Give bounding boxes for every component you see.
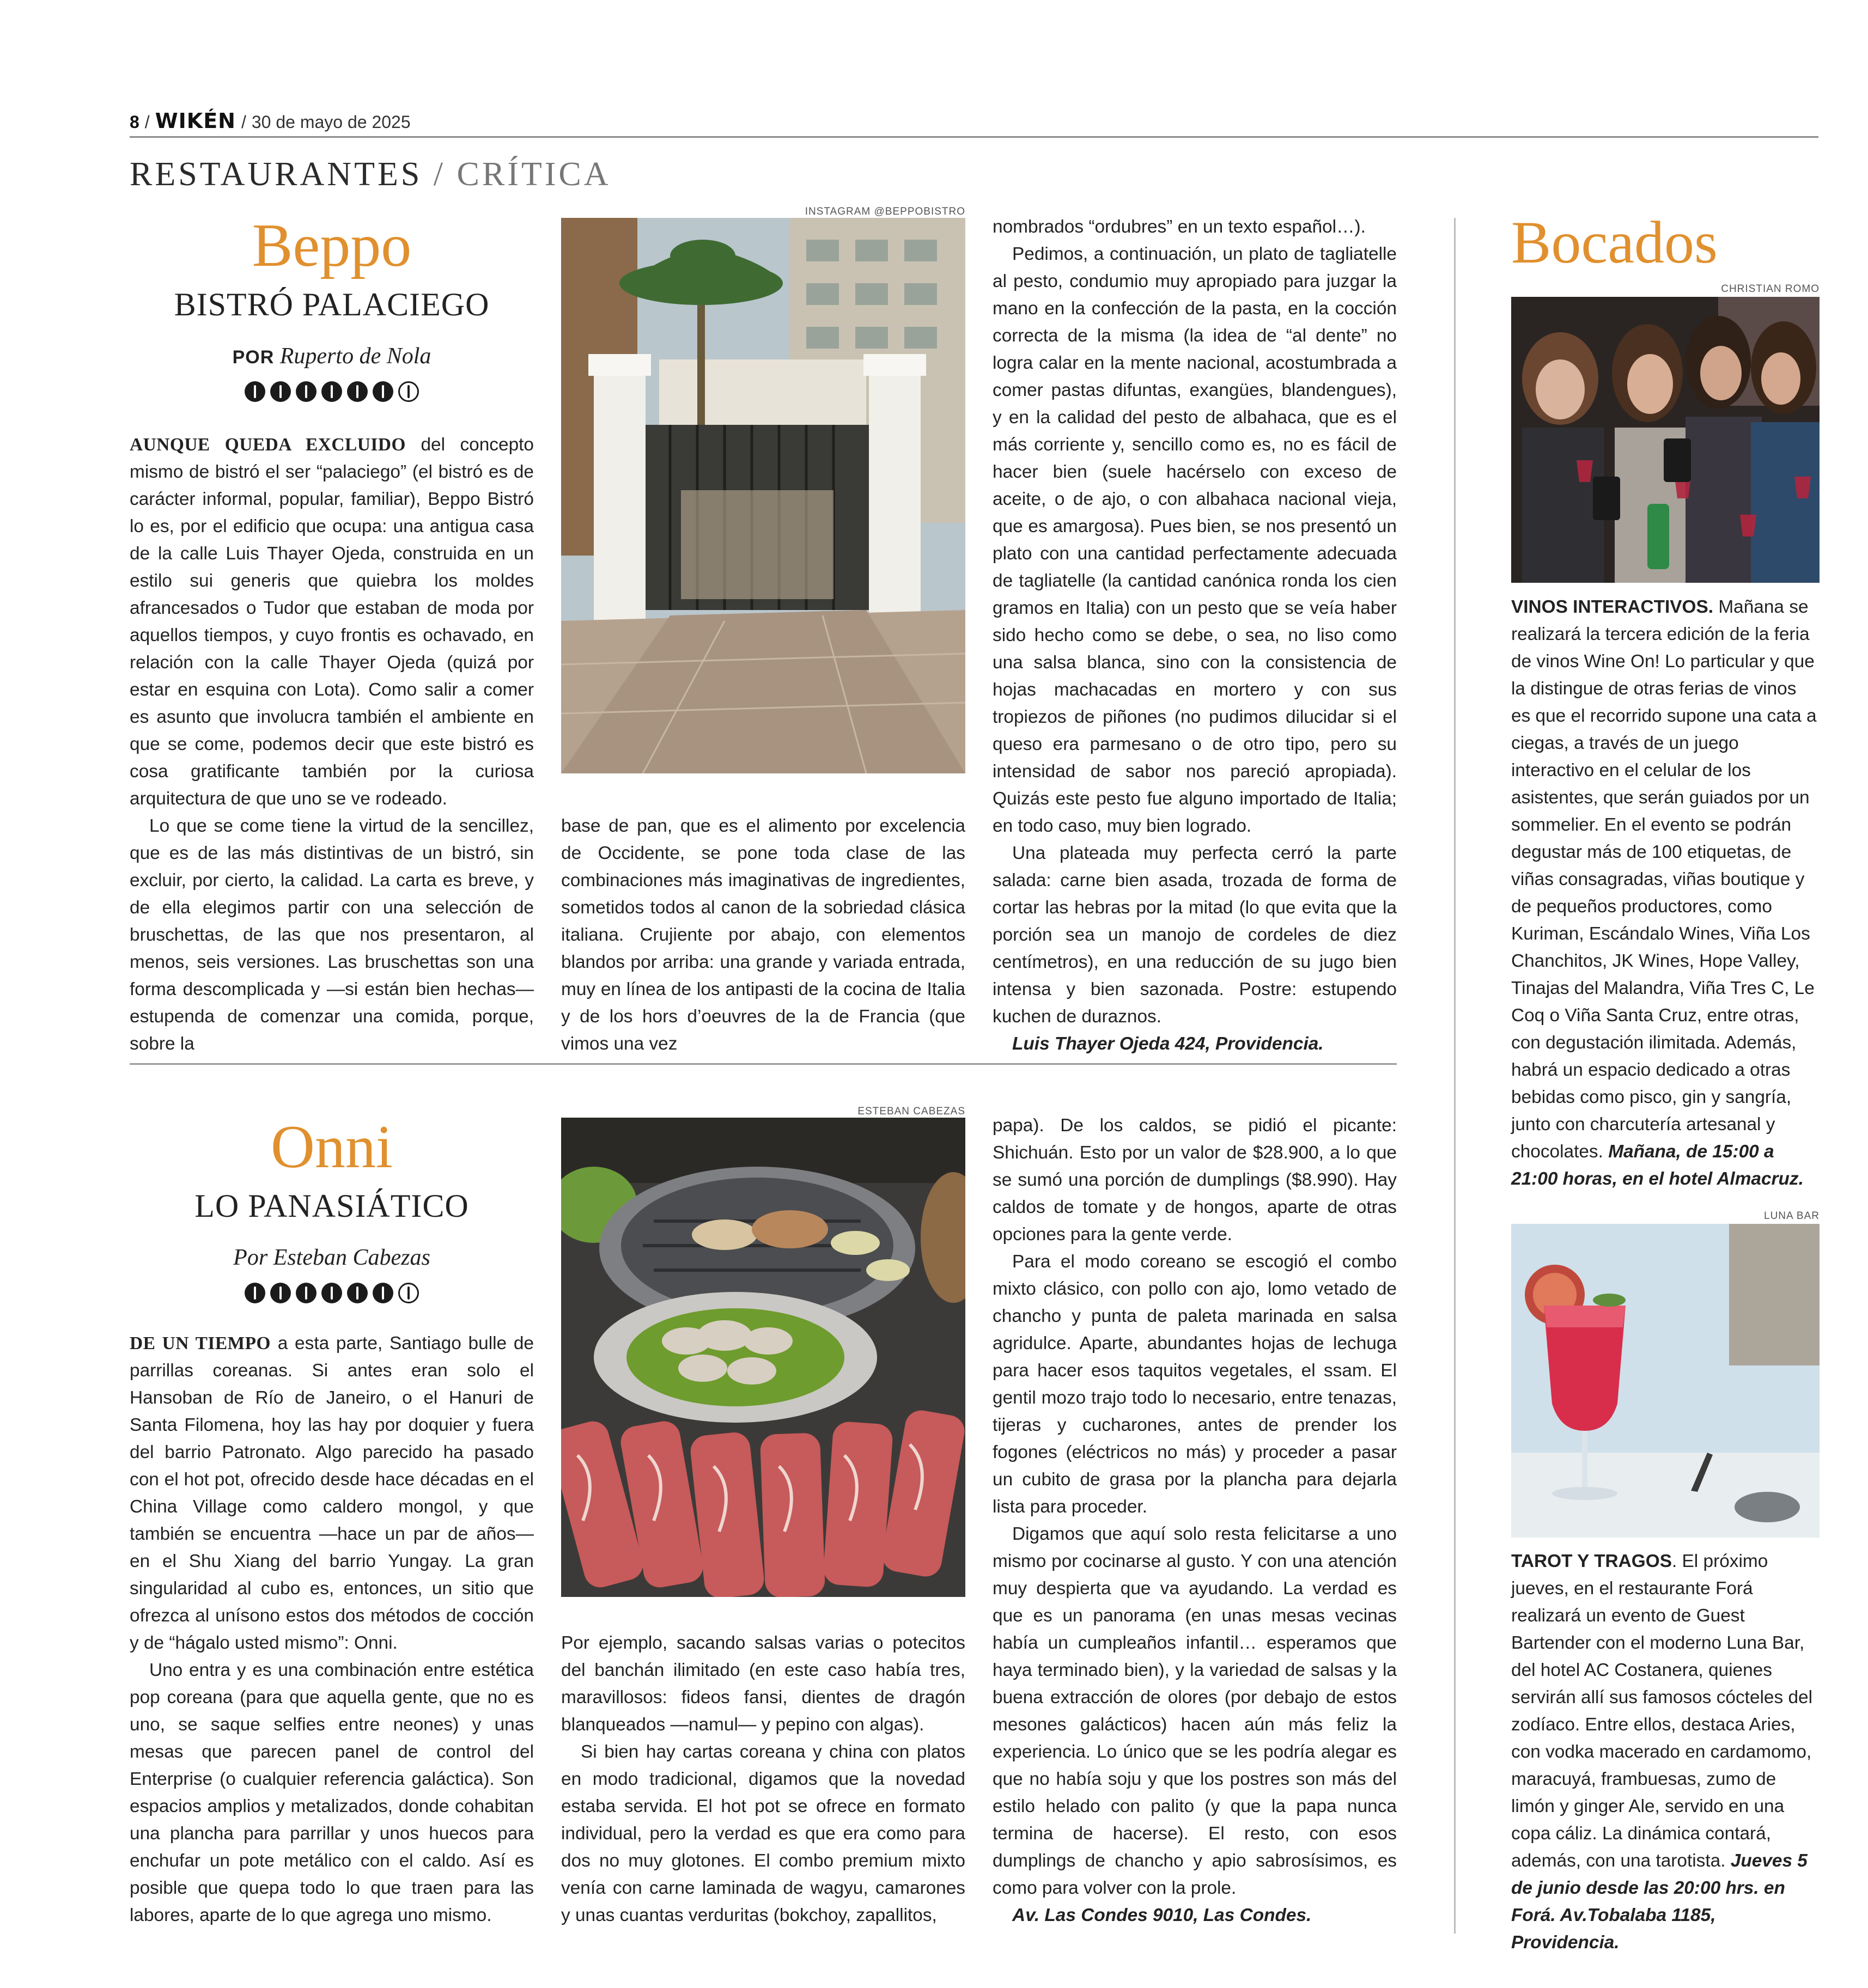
- beppo-photo-credit: INSTAGRAM @BEPPOBISTRO: [805, 206, 965, 217]
- bocados-title: Bocados: [1511, 209, 1718, 276]
- beppo-head: [130, 212, 534, 402]
- beppo-address: Luis Thayer Ojeda 424, Providencia.: [1012, 1034, 1324, 1054]
- beppo-lead: AUNQUE QUEDA EXCLUIDO: [130, 435, 406, 455]
- page-number: 8: [130, 112, 139, 132]
- wine-tasting-photo: [1511, 297, 1820, 583]
- onni-column-1: DE UN TIEMPO a esta parte, Santiago bulle de parrillas coreanas. Si antes eran solo el Hansoban de Río de Janeiro, o el Hanuri de Santa Filomena, hoy las hay por doquier y fuera del barrio Patronato. Algo parecido ha pasado con el hot pot, ofrecido desde hace décadas en el China Village como caldero mongol, y que también se encuentra —hace un par de años— en el Shu Xiang del barrio Yungay. La gran singularidad al cubo es, entonces, un sitio que ofrezca al unísono estos dos métodos de cocción y de “hágalo usted mismo”: Onni. Uno entra y es una combinación entre estética pop coreana (para que aquella gente, que no es uno, se saque selfies entre neones) y unas mesas que parecen panel de control del Enterprise (o cualquier referencia galáctica). Son espacios amplios y metalizados, donde cohabitan una plancha para parrillar y unos huecos para enchufar un pote metálico con el caldo. Así es posible que quepa todo lo que traen para las labores, aparte de lo que agrega uno mismo.: [130, 1333, 534, 1925]
- onni-column-2: Por ejemplo, sacando salsas varias o potecitos del banchán ilimitado (en este caso había tres, maravillosos: fideos fansi, dientes de dragón blanqueados —namul— y pepino con algas). Si bien hay cartas coreana y china con platos en modo tradicional, digamos que la novedad estaba servida. El hot pot se ofrece en formato individual, pero la verdad es que era como para dos no muy glotones. El combo premium mixto venía con carne laminada de wagyu, camarones y unas cuantas verduritas (bokchoy, zapallitos,: [561, 1633, 965, 1925]
- beppo-rating: [130, 381, 534, 402]
- korean-bbq-image: [561, 1118, 965, 1597]
- bocados-item-tarot: TAROT Y TRAGOS. El próximo jueves, en el restaurante Forá realizará un evento de Guest Bartender con el moderno Luna Bar, del hotel AC Costanera, quienes servirán allí sus famosos cócteles del zodíaco. Entre ellos, destaca Aries, con vodka macerado en cardamomo, maracuyá, frambuesas, zumo de limón y ginger Ale, servido en una copa cáliz. La dinámica contará, además, con una tarotista. Jueves 5 de junio desde las 20:00 hrs. en Forá. Av.Tobalaba 1185, Providencia.: [1511, 1551, 1813, 1953]
- onni-lead: DE UN TIEMPO: [130, 1333, 271, 1353]
- onni-head: [130, 1113, 534, 1303]
- onni-photo: [561, 1118, 965, 1597]
- wine-tasting-image: [1511, 297, 1820, 583]
- onni-column-3: papa). De los caldos, se pidió el picante: Shichuán. Esto por un valor de $28.900, a lo que se sumó una porción de dumplings ($8.990). Hay caldos de tomate y de hongos, aparte de otras opciones para la gente verde. Para el modo coreano se escogió el combo mixto clásico, con pollo con ajo, lomo vetado de chancho y punta de paleta marinada en salsa agridulce. Aparte, abundantes hojas de lechuga para hacer esos taquitos vegetales, el ssam. El gentil mozo trajo todo lo necesario, entre tenazas, tijeras y cucharones, antes de prender los fogones (eléctricos no más) y proceder a pasar un cubito de grasa por la plancha para dejarla lista para proceder. Digamos que aquí solo resta felicitarse a uno mismo por cocinarse al gusto. Y con una atención muy despierta que va ayudando. La verdad es que es un panorama (en unas mesas vecinas había un cumpleaños infantil… esperamos que haya terminado bien), y la variedad de salsas y la buena extracción de olores (por debajo de estos mesones galácticos) hacen aún más feliz la experiencia. Lo único que se les podría alegar es que no había soju y que los postres son más del estilo helado con palito (y que la papa nunca termina de hacerse). El resto, con esos dumplings de chancho y apio sabrosísimos, es como para volver con la prole. Av. Las Condes 9010, Las Condes.: [993, 1112, 1397, 1929]
- beppo-column-3: nombrados “ordubres” en un texto español…). Pedimos, a continuación, un plato de tagliatelle al pesto, condumio muy apropiado para juzgar la mano en la confección de la pasta, en la cocción correcta de la misma (la idea de “al dente” no logra calar en la mente nacional, acostumbrada a comer pastas difuntas, exangües, blandengues), y en la calidad del pesto de albahaca, que es el más corriente y, sencillo como es, no es fácil de hacer bien (suele hacérselo con exceso de aceite, o de ajo, o con albahaca nacional vieja, que es amargosa). Pues bien, se nos presentó un plato con una cantidad perfectamente adecuada de tagliatelle (la cantidad canónica ronda los cien gramos en Italia) con un pesto que se veía haber sido hecho como se debe, o sea, no liso como una salsa blanca, sino con la consistencia de hojas machacadas en mortero y con sus tropiezos de piñones (no pudimos dilucidar si el queso era parmesano o de otro tipo, pero su intensidad de sabor nos pareció apropiada). Quizás este pesto fue alguno importado de Italia; en todo caso, muy bien logrado. Una plateada muy perfecta cerró la parte salada: carne bien asada, trozada de forma de cortar las hebras por la mitad (lo que evita que la porción sea un manojo de cordeles de diez centímetros), en una reducción de su jugo bien intensa y bien sazonada. Postre: estupendo kuchen de duraznos. Luis Thayer Ojeda 424, Providencia.: [993, 214, 1397, 1058]
- fork-filled-icon: [296, 381, 317, 402]
- beppo-author: Ruperto de Nola: [279, 344, 431, 369]
- fork-filled-icon: [245, 1283, 265, 1303]
- header-rule: [130, 136, 1818, 138]
- fork-empty-icon: [398, 381, 419, 402]
- issue-date: 30 de mayo de 2025: [251, 112, 411, 132]
- onni-rating: [130, 1283, 534, 1303]
- cocktail-image: [1511, 1224, 1820, 1538]
- tarot-item-label: TAROT Y TRAGOS: [1511, 1551, 1672, 1571]
- beppo-byline: POR Ruperto de Nola: [232, 344, 431, 369]
- bocados-photo-credit-2: LUNA BAR: [1764, 1210, 1820, 1222]
- fork-filled-icon: [321, 1283, 342, 1303]
- beppo-column-1: AUNQUE QUEDA EXCLUIDO del concepto mismo de bistró el ser “palaciego” (el bistró es de carácter informal, popular, familiar), Beppo Bistró lo es, por el edificio que ocupa: una antigua casa de la calle Luis Thayer Ojeda, construida en un estilo sui generis que quiebra los moldes afrancesados o Tudor que estaban de moda por aquellos tiempos, y cuyo frontis es ochavado, en relación con la calle Thayer Ojeda (quizá por estar en esquina con Lota). Como salir a comer es asunto que involucra también el ambiente en que se come, podemos decir que este bistró es cosa gratificante también por la curiosa arquitectura de que uno se ve rodeado. Lo que se come tiene la virtud de la sencillez, que es de las más distintivas de un bistró, sin excluir, por cierto, la calidad. La carta es breve, y de ella elegimos partir con una selección de bruschettas, de las que nos presentaron, al menos, seis versiones. Las bruschettas son una forma descomplicada y —si están bien hechas— estupenda de comenzar una comida, porque, sobre la: [130, 435, 534, 1054]
- fork-filled-icon: [296, 1283, 317, 1303]
- onni-byline: Por Esteban Cabezas: [233, 1245, 430, 1270]
- beppo-kicker: BISTRÓ PALACIEGO: [174, 286, 490, 322]
- onni-address: Av. Las Condes 9010, Las Condes.: [1012, 1905, 1312, 1925]
- fork-filled-icon: [373, 381, 393, 402]
- tarot-item-details: Jueves 5 de junio desde las 20:00 hrs. en Forá. Av.Tobalaba 1185, Providencia.: [1511, 1851, 1808, 1953]
- fork-filled-icon: [347, 1283, 368, 1303]
- fork-filled-icon: [347, 381, 368, 402]
- section-subtitle: CRÍTICA: [457, 156, 611, 193]
- bocados-item-wine: VINOS INTERACTIVOS. Mañana se realizará la tercera edición de la feria de vinos Wine On! Lo particular y que la distingue de otras ferias de vinos es que el recorrido supone una cata a ciegas, a través de un juego interactivo en el celular de los asistentes, que serán guiados por un sommelier. En el evento se podrán degustar más de 100 etiquetas, de viñas consagradas, viñas boutique y de pequeños productores, como Kuriman, Escándalo Wines, Viña Los Chanchitos, JK Wines, Hope Valley, Tinajas del Malandra, Viña Tres C, Le Coq o Viña Santa Cruz, entre otras, con degustación ilimitada. Además, habrá un espacio dedicado a otras bebidas como pisco, gin y sangría, junto con charcutería artesanal y chocolates. Mañana, de 15:00 a 21:00 horas, en el hotel Almacruz.: [1511, 597, 1817, 1189]
- wine-item-details: Mañana, de 15:00 a 21:00 horas, en el hotel Almacruz.: [1511, 1142, 1804, 1189]
- sidebar-rule: [1454, 218, 1456, 1934]
- fork-filled-icon: [321, 381, 342, 402]
- beppo-photo: [561, 218, 965, 773]
- fork-empty-icon: [398, 1283, 419, 1303]
- onni-photo-credit: ESTEBAN CABEZAS: [857, 1106, 965, 1117]
- onni-kicker: LO PANASIÁTICO: [194, 1188, 469, 1224]
- beppo-column-2: base de pan, que es el alimento por excelencia de Occidente, se pone toda clase de las combinaciones más imaginativas de ingredientes, sometidos todos al canon de la sobriedad clásica italiana. Crujiente por abajo, con elementos blandos por arriba: una grande y variada entrada, muy en línea de los antipasti de la cocina de Italia y de los hors d’oeuvres de la de Francia (que vimos una vez: [561, 816, 965, 1054]
- section-title: RESTAURANTES / CRÍTICA: [130, 156, 611, 193]
- bocados-photo-credit-1: CHRISTIAN ROMO: [1721, 283, 1820, 295]
- fork-filled-icon: [373, 1283, 393, 1303]
- brand-logo: WIKÉN: [155, 109, 236, 133]
- article-divider: [130, 1063, 1397, 1065]
- fork-filled-icon: [245, 381, 265, 402]
- cocktail-photo: [1511, 1224, 1820, 1538]
- fork-filled-icon: [270, 1283, 291, 1303]
- beppo-name: Beppo: [252, 212, 412, 279]
- bistro-gate-image: [561, 218, 965, 773]
- fork-filled-icon: [270, 381, 291, 402]
- onni-name: Onni: [271, 1113, 393, 1181]
- wine-item-label: VINOS INTERACTIVOS.: [1511, 597, 1714, 617]
- page-folio: 8 / WIKÉN / 30 de mayo de 2025: [130, 109, 411, 133]
